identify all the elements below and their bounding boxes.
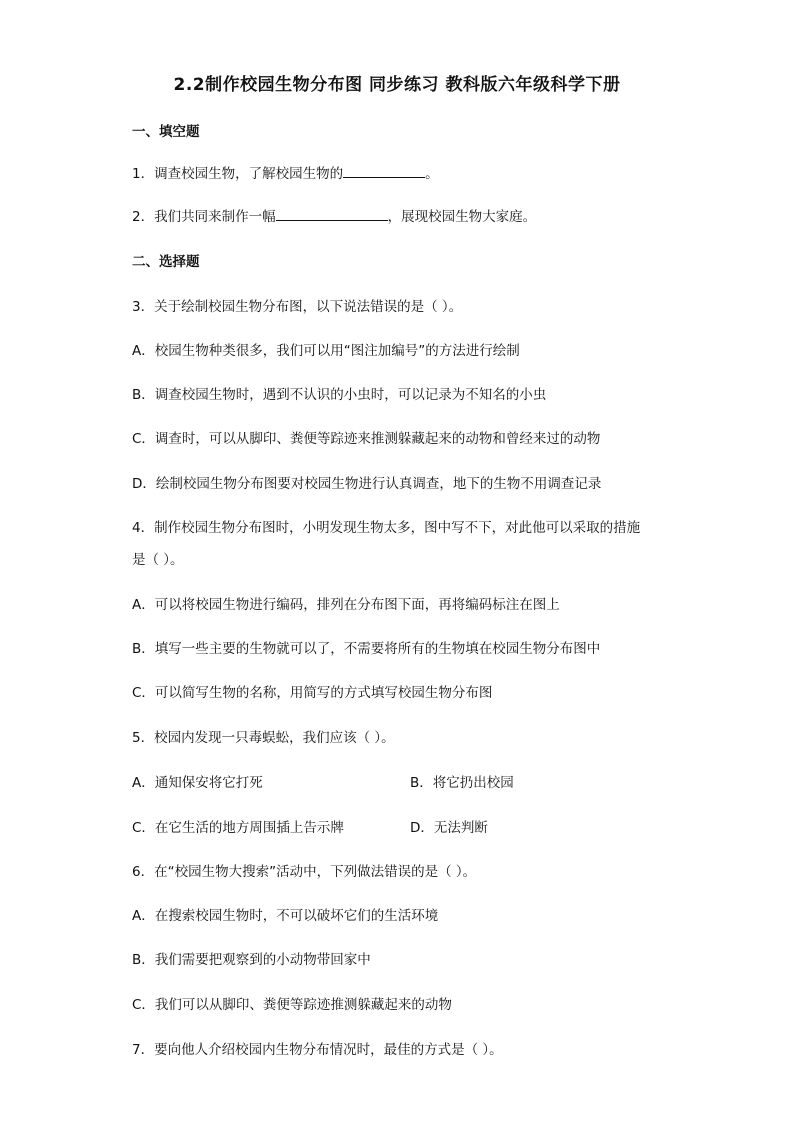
question-7-stem: 7．要向他人介绍校园内生物分布情况时，最佳的方式是（ ）。: [132, 1042, 503, 1058]
question-5-stem: 5．校园内发现一只毒蜈蚣，我们应该（ ）。: [132, 730, 395, 746]
question-5-option-a: A．通知保安将它打死: [132, 775, 263, 791]
question-3-option-a: A．校园生物种类很多，我们可以用“图注加编号”的方法进行绘制: [132, 343, 520, 359]
question-6-option-c: C．我们可以从脚印、粪便等踪迹推测躲藏起来的动物: [132, 997, 452, 1013]
question-3-stem: 3．关于绘制校园生物分布图，以下说法错误的是（ ）。: [132, 299, 463, 315]
question-3-option-d: D．绘制校园生物分布图要对校园生物进行认真调查，地下的生物不用调查记录: [132, 476, 602, 492]
question-5-option-c: C．在它生活的地方周围插上告示牌: [132, 820, 344, 836]
question-4-option-b: B．填写一些主要的生物就可以了，不需要将所有的生物填在校园生物分布图中: [132, 641, 601, 657]
question-4-stem-line1: 4．制作校园生物分布图时，小明发现生物太多，图中写不下，对此他可以采取的措施: [132, 520, 641, 536]
section-heading-fill-blank: 一、填空题: [132, 124, 200, 140]
question-1-end: 。: [425, 166, 439, 182]
question-5-option-d: D．无法判断: [410, 820, 488, 836]
question-6-option-b: B．我们需要把观察到的小动物带回家中: [132, 952, 371, 968]
answer-blank-2[interactable]: [276, 206, 388, 221]
section-heading-choice: 二、选择题: [132, 254, 200, 270]
question-1: [132, 162, 439, 182]
question-6-option-a: A．在搜索校园生物时，不可以破坏它们的生活环境: [132, 908, 439, 924]
question-5-option-b: B．将它扔出校园: [410, 775, 514, 791]
answer-blank-1[interactable]: [343, 163, 425, 178]
question-4-stem-line2: 是（ ）。: [132, 552, 184, 568]
question-4-option-c: C．可以简写生物的名称，用简写的方式填写校园生物分布图: [132, 685, 493, 701]
question-4-option-a: A．可以将校园生物进行编码，排列在分布图下面，再将编码标注在图上: [132, 597, 560, 613]
question-6-stem: 6．在“校园生物大搜索”活动中，下列做法错误的是（ ）。: [132, 864, 477, 880]
page-title: 2.2制作校园生物分布图 同步练习 教科版六年级科学下册: [173, 75, 621, 95]
question-1-text: 1．调查校园生物，了解校园生物的: [132, 166, 344, 182]
question-2-end: ，展现校园生物大家庭。: [387, 209, 537, 225]
question-3-option-b: B．调查校园生物时，遇到不认识的小虫时，可以记录为不知名的小虫: [132, 387, 547, 403]
question-3-option-c: C．调查时，可以从脚印、粪便等踪迹来推测躲藏起来的动物和曾经来过的动物: [132, 431, 601, 447]
question-2-text: 2．我们共同来制作一幅: [132, 209, 276, 225]
question-2: [132, 205, 536, 225]
